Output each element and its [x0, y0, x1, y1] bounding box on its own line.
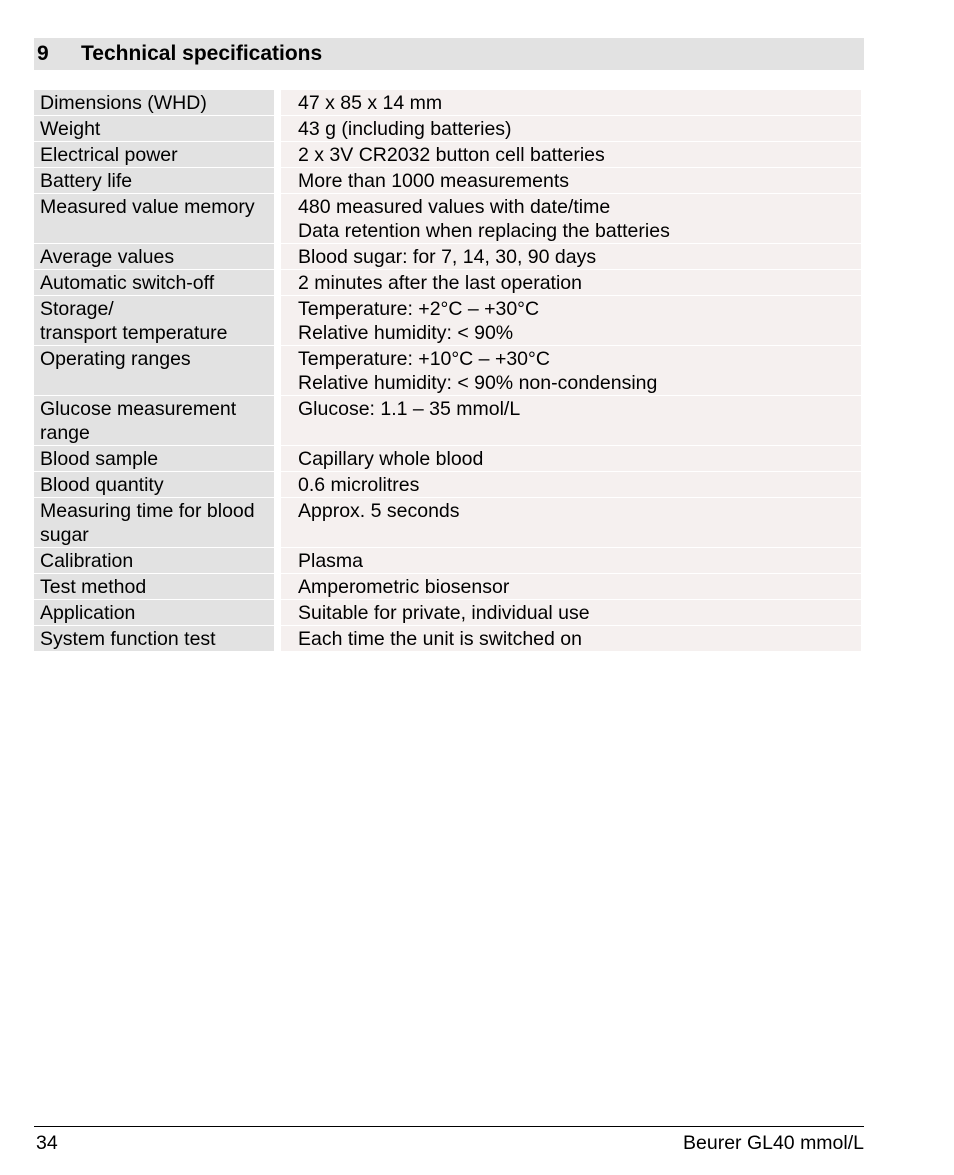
spec-label: Measured value memory [34, 194, 274, 243]
section-number: 9 [37, 42, 49, 65]
spec-value-line: 47 x 85 x 14 mm [298, 92, 443, 114]
column-gap [274, 90, 281, 115]
table-row [34, 472, 864, 497]
column-gap [274, 270, 281, 295]
spec-value [281, 244, 861, 269]
spec-value-line: Approx. 5 seconds [298, 500, 460, 522]
spec-label: Battery life [34, 168, 274, 193]
table-row [34, 574, 864, 599]
table-row [34, 142, 864, 167]
column-gap [274, 498, 281, 547]
spec-value-line: Temperature: +10°C – +30°C [298, 348, 550, 370]
spec-label: Test method [34, 574, 274, 599]
section-title: Technical specifications [81, 42, 323, 65]
spec-value-line: Each time the unit is switched on [298, 628, 582, 650]
table-row [34, 548, 864, 573]
spec-value [281, 600, 861, 625]
table-row [34, 498, 864, 547]
column-gap [274, 396, 281, 445]
spec-value [281, 116, 861, 141]
spec-label: Measuring time for blood sugar [34, 498, 274, 547]
column-gap [274, 626, 281, 651]
table-row [34, 626, 864, 651]
column-gap [274, 194, 281, 243]
spec-value-line: Suitable for private, individual use [298, 602, 590, 624]
spec-value-line: Relative humidity: < 90% non-condensing [298, 372, 658, 394]
column-gap [274, 346, 281, 395]
spec-label: Storage/ transport temperature [34, 296, 274, 345]
column-gap [274, 296, 281, 345]
spec-value [281, 446, 861, 471]
column-gap [274, 116, 281, 141]
spec-label: Dimensions (WHD) [34, 90, 274, 115]
table-row [34, 168, 864, 193]
spec-value-line: 480 measured values with date/time [298, 196, 611, 218]
spec-value [281, 296, 861, 345]
column-gap [274, 168, 281, 193]
section-heading [34, 38, 864, 70]
spec-value [281, 472, 861, 497]
column-gap [274, 574, 281, 599]
table-row [34, 244, 864, 269]
spec-value-line: Relative humidity: < 90% [298, 322, 514, 344]
spec-value-line: Data retention when replacing the batteries [298, 220, 670, 242]
spec-value [281, 498, 861, 547]
spec-value [281, 626, 861, 651]
column-gap [274, 548, 281, 573]
spec-value [281, 346, 861, 395]
spec-value-line: Glucose: 1.1 – 35 mmol/L [298, 398, 521, 420]
spec-value-line: Blood sugar: for 7, 14, 30, 90 days [298, 246, 597, 268]
spec-label: Blood sample [34, 446, 274, 471]
spec-label: Operating ranges [34, 346, 274, 395]
spec-value-line: 43 g (including batteries) [298, 118, 512, 140]
spec-label: Glucose measurement range [34, 396, 274, 445]
table-row [34, 116, 864, 141]
spec-label: System function test [34, 626, 274, 651]
table-row [34, 446, 864, 471]
table-row [34, 600, 864, 625]
spec-label: Electrical power [34, 142, 274, 167]
spec-value-line: Amperometric biosensor [298, 576, 510, 598]
spec-value-line: 2 x 3V CR2032 button cell batteries [298, 144, 605, 166]
spec-label: Weight [34, 116, 274, 141]
spec-value [281, 90, 861, 115]
spec-value [281, 396, 861, 445]
spec-value [281, 194, 861, 243]
table-row [34, 90, 864, 115]
spec-value [281, 270, 861, 295]
page-number: 34 [36, 1132, 58, 1154]
column-gap [274, 472, 281, 497]
spec-label: Blood quantity [34, 472, 274, 497]
table-row [34, 270, 864, 295]
column-gap [274, 446, 281, 471]
spec-value [281, 168, 861, 193]
spec-value [281, 574, 861, 599]
spec-value-line: More than 1000 measurements [298, 170, 569, 192]
table-row [34, 346, 864, 395]
spec-label: Average values [34, 244, 274, 269]
spec-value-line: Plasma [298, 550, 364, 572]
spec-value [281, 548, 861, 573]
spec-value-line: 0.6 microlitres [298, 474, 420, 496]
table-row [34, 194, 864, 243]
spec-value-line: Capillary whole blood [298, 448, 484, 470]
spec-label: Automatic switch-off [34, 270, 274, 295]
column-gap [274, 142, 281, 167]
table-row [34, 396, 864, 445]
spec-value [281, 142, 861, 167]
column-gap [274, 244, 281, 269]
footer-product-name: Beurer GL40 mmol/L [683, 1132, 864, 1154]
column-gap [274, 600, 281, 625]
spec-value-line: Temperature: +2°C – +30°C [298, 298, 540, 320]
spec-value-line: 2 minutes after the last operation [298, 272, 582, 294]
specifications-table [34, 90, 864, 652]
table-row [34, 296, 864, 345]
spec-label: Calibration [34, 548, 274, 573]
spec-label: Application [34, 600, 274, 625]
footer-divider [34, 1126, 864, 1127]
